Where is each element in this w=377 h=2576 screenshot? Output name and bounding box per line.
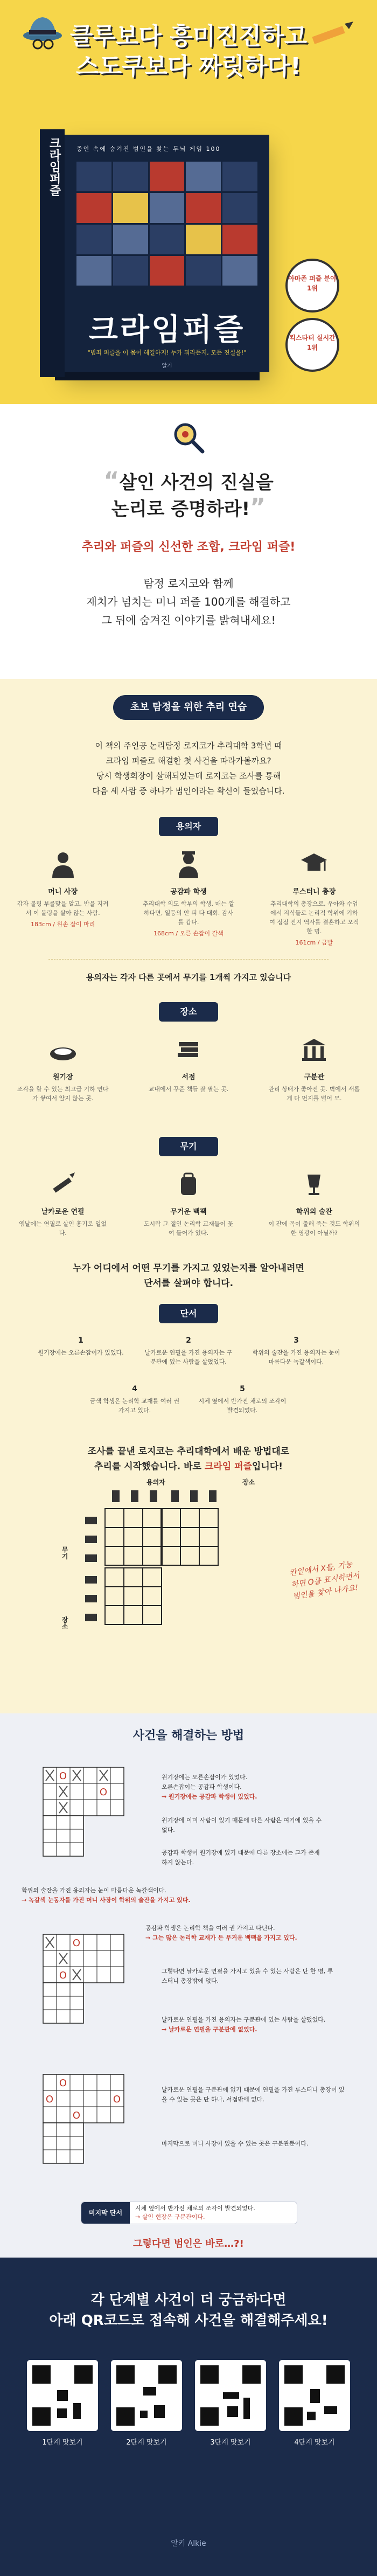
quote-line-1: 살인 사건의 진실을: [119, 472, 274, 494]
svg-text:O: O: [59, 2078, 67, 2089]
qr-item-1[interactable]: 1단계 맛보기: [27, 2360, 98, 2447]
publisher-logo: 알키 Alkie: [171, 2539, 206, 2548]
weapon-card: 무거운 백팩 도시락 그 절인 논리학 교재들이 꽃여 들어가 있다.: [143, 1169, 234, 1238]
clue-item: 5 시체 옆에서 반가진 채로의 조각이 발견되었다.: [198, 1385, 287, 1414]
culprit-teaser: 그렇다면 범인은 바로…?!: [133, 2238, 244, 2249]
hero-line-2: 스도쿠보다 짜릿하다!: [76, 53, 301, 80]
logic-grid: [81, 1487, 285, 1660]
clue-item: 3 학위의 술잔을 가진 용의자는 눈이 마름다운 녹갈색이다.: [252, 1336, 340, 1365]
stadium-icon: [48, 1034, 78, 1065]
qr-list: [27, 2360, 350, 2447]
hero-section: [0, 0, 377, 404]
step-8: 날카로운 연필을 구분관에 없기 때문에 연필을 가진 루스터니 총장이 있을 수 있는 곳은 단 하나, 서점밖에 없다.: [162, 2086, 345, 2103]
intro-quote: “살인 사건의 진실을 논리로 증명하라!”: [103, 467, 274, 521]
final-clue-text: 시체 옆에서 반가진 채로의 조각이 발견되었다. → 살인 현장은 구분관이다.: [135, 2205, 255, 2220]
clue-prompt: 누가 어디에서 어떤 무기를 가지고 있었는지를 알아내려면 단서를 살펴야 합니다.: [0, 1261, 377, 1713]
book-tagline: 증언 속에 숨겨진 범인을 찾는 두뇌 게임 100: [76, 145, 221, 152]
weapon-card: 날카로운 연필 엠날에는 연필로 살인 흉기로 일었다.: [17, 1169, 109, 1238]
quote-line-2: 논리로 증명하라!: [111, 498, 250, 520]
method-grid-2: [22, 1918, 140, 2042]
grid-place-row-label: 장소: [61, 1616, 68, 1629]
practice-section: [0, 679, 377, 1713]
step-4: 학위의 술잔을 가진 용의자는 눈이 마름다운 녹갈색이다. → 녹갈색 눈동자를 가진 머니 사장이 학위의 술잔을 가지고 있다.: [22, 1887, 191, 1904]
weapon-list: [0, 1169, 377, 1238]
svg-text:O: O: [59, 1770, 67, 1782]
place-list: [0, 1034, 377, 1103]
handwritten-note: 칸일에서 X를, 가능하면 O를 표시하면서 범인을 찾아 나가요!: [289, 1560, 360, 1601]
qr-code-icon[interactable]: [279, 2360, 350, 2431]
cup-icon: [299, 1169, 329, 1199]
weapons-label: 무기: [159, 1137, 218, 1156]
student-icon: [173, 849, 204, 879]
step-2: 원기장에 이미 사람이 있기 때문에 다른 사람은 여기에 있을 수 없다.: [162, 1817, 322, 1834]
book-title: 크라임퍼즐: [88, 313, 246, 348]
suspect-card: 공감파 학생 추리대학 의도 학부의 학생. 매는 깔하다면, 일등의 안 피 다 대회. 감사를 갑다. 168cm / 오른 손잡이 갈색: [143, 849, 234, 947]
suspect-card: 머니 사장 갑자 볼링 부를맞을 알고, 반을 지켜서 이 볼링을 살아 않는 사람. 183cm / 왼손 잡이 마리: [17, 849, 109, 947]
hero-line-1: 클루보다 흥미진진하고: [69, 23, 308, 50]
clues-label: 단서: [159, 1304, 218, 1323]
svg-text:O: O: [113, 2094, 121, 2105]
intro-section: [0, 404, 377, 679]
puzzle-prompt: 조사를 끝낸 로지코는 추리대학에서 배운 방법대로 추리를 시작했습니다. 바로 크라임 퍼즐입니다!: [0, 1444, 377, 1713]
qr-headline: 각 단계별 사건이 더 궁금하다면 아래 QR코드로 접속해 사건을 해결해주세요!: [49, 2292, 328, 2329]
magnifier-icon: [171, 420, 206, 455]
qr-code-icon[interactable]: [195, 2360, 266, 2431]
place-card: 서점 교내에서 꾸준 책들 잘 팔는 곳.: [143, 1034, 234, 1103]
book-subtitle: "범죄 퍼즐을 이 몸이 해결하지! 누가 뭐라든지, 모든 진실을!": [87, 349, 247, 356]
book-publisher: 알키: [162, 363, 172, 369]
svg-text:O: O: [45, 2094, 54, 2105]
hero-headline: [0, 22, 377, 82]
place-card: 원기장 조각을 할 수 있는 최고급 기하 연다가 쌓여서 알지 않는 곳.: [17, 1034, 109, 1103]
grid-place-label: 장소: [242, 1478, 255, 1486]
step-1: 원기장에는 오른손잡이가 있었다. 오른손잡이는 공감파 학생이다. → 원기장에는 공감파 학생이 있었다.: [162, 1774, 257, 1800]
grid-weapon-label: 무기: [61, 1546, 68, 1559]
svg-text:O: O: [99, 1787, 108, 1798]
weapon-card: 학위의 술잔 이 잔에 목이 출해 죽는 것도 학위의 한 영광이 아닐까?: [268, 1169, 360, 1238]
clue-item: 2 날카로운 연필을 가진 용의자는 구분관에 있는 사람을 살폈었다.: [144, 1336, 233, 1365]
places-label: 장소: [159, 1002, 218, 1022]
svg-text:O: O: [72, 2110, 81, 2121]
svg-text:O: O: [72, 1938, 81, 1949]
step-7: 날카로운 연필을 가진 용의자는 구분관에 있는 사람을 살폈었다. → 날카로운 연필을 구분관에 없었다.: [162, 2016, 326, 2033]
intro-body: 탐정 로지코와 함께 재치가 넘치는 미니 퍼즐 100개를 해결하고 그 뒤에 숨겨진 이야기를 밝혀내세요!: [86, 577, 291, 627]
practice-title: 초보 탐정을 위한 추리 연습: [113, 695, 264, 720]
suspect-card: 루스터니 총장 추리대학의 총장으로, 우아와 수업에서 지식들로 논리적 학위에 기하여 점점 진지 역사를 결혼하고 오직 한 명. 161cm / 금발: [268, 849, 360, 947]
svg-text:O: O: [59, 1970, 67, 1981]
step-3: 공감파 학생이 원기장에 있기 때문에 다른 장소에는 그가 존재하지 않는다.: [162, 1849, 320, 1866]
qr-item-2[interactable]: 2단계 맛보기: [111, 2360, 182, 2447]
method-section: [0, 1713, 377, 2258]
book-spine: 크라임퍼즐: [40, 129, 65, 377]
final-clue-label: 미지막 단서: [81, 2202, 130, 2224]
divider: [48, 959, 329, 960]
cover-art-grid: [76, 162, 257, 286]
step-6: 그렇다면 날카로운 연필을 가지고 있을 수 있는 사람은 단 한 명, 루스터니 총장밖에 없다.: [162, 1968, 333, 1984]
grid-suspect-label: 용의자: [146, 1478, 165, 1486]
weapon-rule: 용의자는 각자 다른 곳에서 무기를 1개씩 가지고 있습니다: [0, 970, 377, 1713]
pencil-weapon-icon: [48, 1169, 78, 1199]
qr-section: [0, 2258, 377, 2576]
suspects-label: 용의자: [159, 817, 218, 836]
practice-intro: 이 책의 주인공 논리탐정 로지코가 추리대학 3학년 때 크라임 퍼즐로 해결한 첫 사건을 따라가볼까요? 당시 학생회장이 살해되었는데 로지코는 조사를 통해 다음 세 사람 중 하나가 범인이라는 확신이 들었습니다.: [92, 741, 285, 796]
intro-highlight: 추리와 퍼즐의 신선한 조합, 크라임 퍼즐!: [81, 540, 296, 554]
award-badge-kickstarter: 킥스타터 실시간 1위: [285, 318, 339, 372]
qr-code-icon[interactable]: [111, 2360, 182, 2431]
clue-item: 4 금색 학생은 논리학 교재를 여러 권 가지고 있다.: [89, 1385, 180, 1414]
place-card: 구분관 관리 상태가 좋아진 곳. 벽에서 새롭게 다 먼지를 털어 모.: [268, 1034, 360, 1103]
method-grid-3: [22, 2058, 140, 2182]
clue-item: 1 원기장에는 오른손잡이가 있었다.: [38, 1336, 124, 1356]
qr-code-icon[interactable]: [27, 2360, 98, 2431]
step-5: 공감파 학생은 논리학 책을 여러 권 가지고 다닌다. → 그는 많은 논리학 교재가 든 무거운 백팩을 가지고 있다.: [145, 1925, 297, 1941]
building-icon: [299, 1034, 329, 1065]
step-9: 마지막으로 머니 사장이 있을 수 있는 곳은 구분관뿐이다.: [162, 2140, 309, 2147]
method-title: 사건을 해결하는 방법: [132, 1729, 245, 1742]
businessman-icon: [48, 849, 78, 879]
method-grid-1: [22, 1751, 140, 1875]
book-cover: [47, 135, 269, 372]
backpack-icon: [173, 1169, 204, 1199]
graduation-cap-icon: [299, 849, 329, 879]
qr-item-4[interactable]: 4단계 맛보기: [279, 2360, 350, 2447]
final-clue-box: [81, 2202, 297, 2224]
suspect-list: [0, 849, 377, 947]
qr-item-3[interactable]: 3단계 맛보기: [195, 2360, 266, 2447]
award-badge-amazon: 아마존 퍼즐 분야 1위: [285, 259, 339, 313]
books-icon: [173, 1034, 204, 1065]
